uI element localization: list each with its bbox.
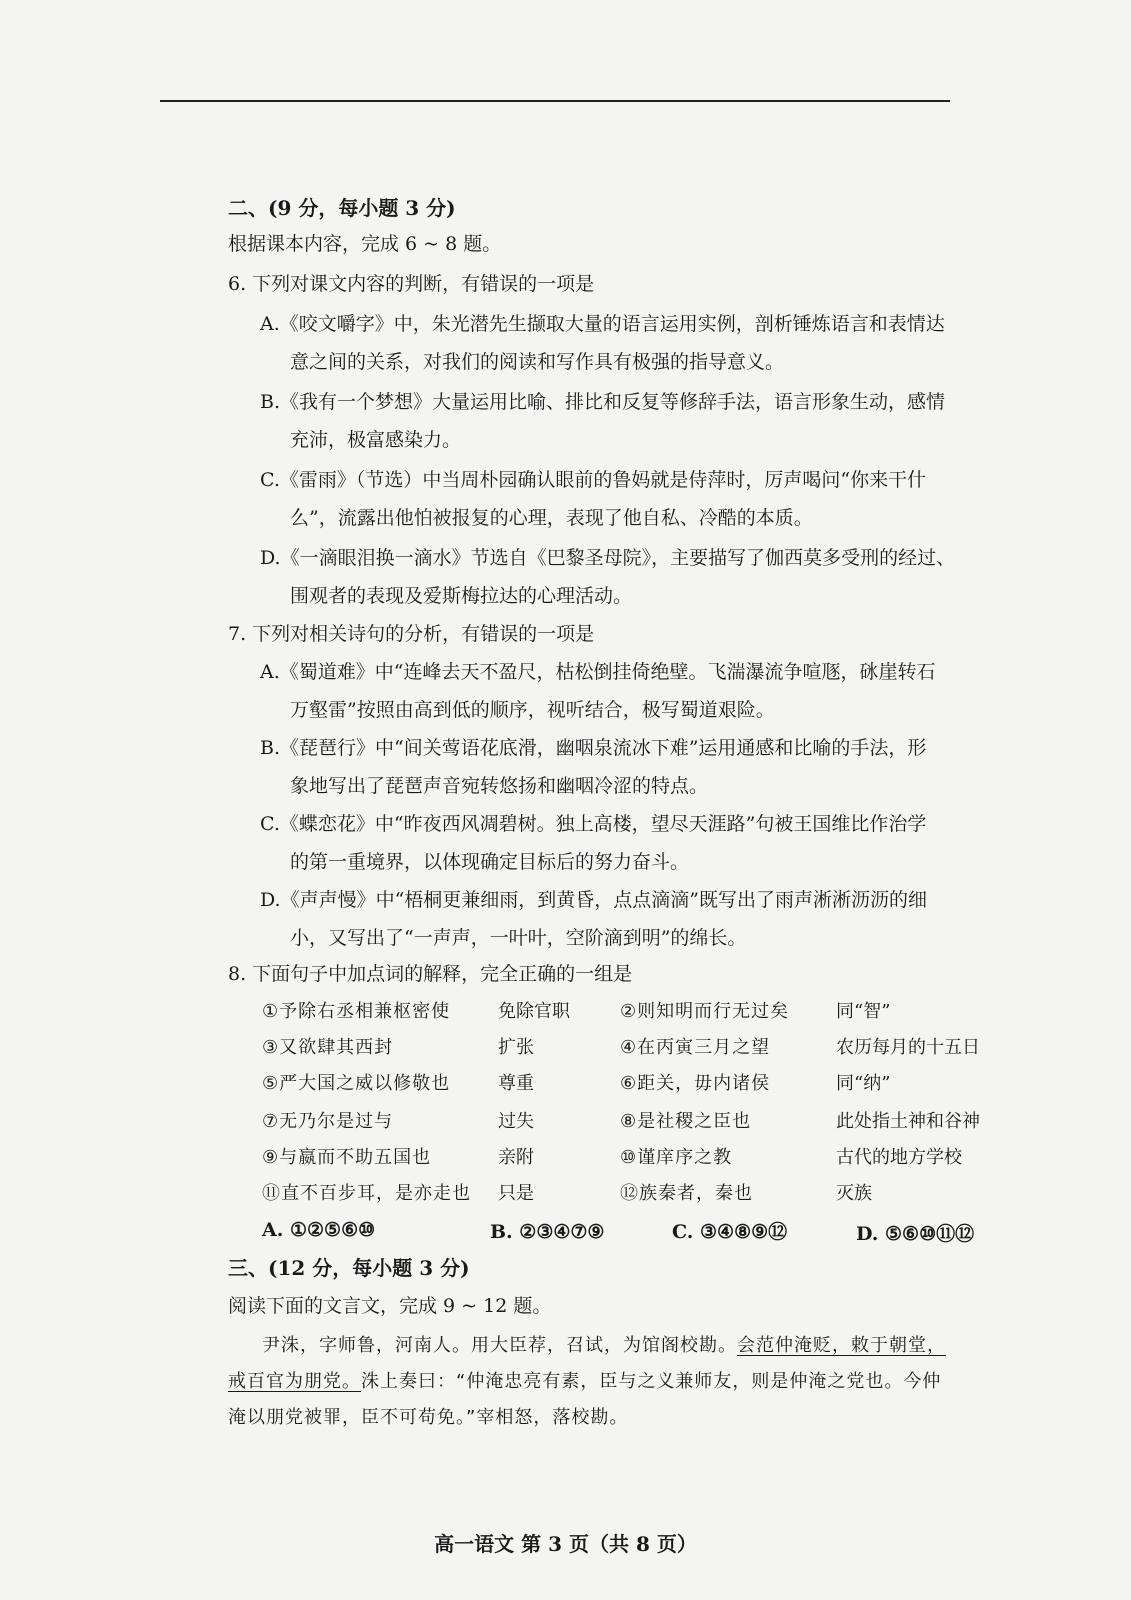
q6-option-a: A.《咬文嚼字》中，朱光潜先生撷取大量的语言运用实例，剖析锤炼语言和表情达 (260, 313, 945, 335)
q8-stem: 8. 下面句子中加点词的解释，完全正确的一组是 (228, 963, 633, 985)
q7-stem: 7. 下列对相关诗句的分析，有错误的一项是 (228, 623, 595, 645)
q7-option-b-cont: 象地写出了琵琶声音宛转悠扬和幽咽冷涩的特点。 (290, 775, 709, 797)
q8-explanation: 古代的地方学校 (836, 1147, 962, 1168)
passage-underlined-text: 会范仲淹贬，敕于朝堂， (737, 1335, 946, 1356)
q7-option-c-cont: 的第一重境界，以体现确定目标后的努力奋斗。 (290, 851, 690, 873)
q8-explanation: 免除官职 (498, 1001, 570, 1022)
q6-option-a-cont: 意之间的关系，对我们的阅读和写作具有极强的指导意义。 (290, 351, 785, 373)
q8-sentence: ⑩谨庠序之教 (620, 1147, 733, 1168)
passage-line-3: 淹以朋党被罪，臣不可苟免。”宰相怒，落校勘。 (228, 1407, 629, 1428)
q8-sentence: ⑨与嬴而不助五国也 (262, 1147, 432, 1168)
section2-intro: 根据课本内容，完成 6 ~ 8 题。 (228, 233, 502, 255)
q8-sentence: ④在丙寅三月之望 (620, 1037, 771, 1058)
q6-option-c-cont: 么”，流露出他怕被报复的心理，表现了他自私、冷酷的本质。 (290, 507, 813, 529)
q8-explanation: 尊重 (498, 1073, 534, 1094)
q8-choice-b: B. ②③④⑦⑨ (490, 1221, 605, 1243)
q8-explanation: 过失 (498, 1111, 534, 1132)
q8-explanation: 同“智” (836, 1001, 891, 1022)
passage-text: 尹洙，字师鲁，河南人。用大臣荐，召试，为馆阁校勘。 (262, 1335, 737, 1356)
q8-choice-a: A. ①②⑤⑥⑩ (262, 1219, 376, 1241)
q8-sentence: ⑫族秦者，秦也 (620, 1183, 753, 1204)
q6-stem: 6. 下列对课文内容的判断，有错误的一项是 (228, 273, 595, 295)
q8-explanation: 同“纳” (836, 1073, 891, 1094)
q8-sentence: ⑪直不百步耳，是亦走也 (262, 1183, 471, 1204)
section2-heading: 二、(9 分，每小题 3 分) (228, 196, 456, 220)
q8-explanation: 此处指土神和谷神 (836, 1111, 980, 1132)
passage-text: 洙上奏曰：“仲淹忠亮有素，臣与之义兼师友，则是仲淹之党也。今仲 (361, 1371, 942, 1392)
q8-explanation: 灭族 (836, 1183, 872, 1204)
q7-option-d: D.《声声慢》中“梧桐更兼细雨，到黄昏，点点滴滴”既写出了雨声淅淅沥沥的细 (260, 889, 928, 911)
q6-option-b: B.《我有一个梦想》大量运用比喻、排比和反复等修辞手法，语言形象生动，感情 (260, 391, 946, 413)
q8-explanation: 农历每月的十五日 (836, 1037, 980, 1058)
q8-sentence: ②则知明而行无过矣 (620, 1001, 790, 1022)
section3-intro: 阅读下面的文言文，完成 9 ~ 12 题。 (228, 1295, 552, 1317)
passage-line-1 (262, 1334, 946, 1358)
q7-option-a-cont: 万壑雷”按照由高到低的顺序，视听结合，极写蜀道艰险。 (290, 699, 775, 721)
q8-explanation: 扩张 (498, 1037, 534, 1058)
q8-sentence: ⑥距关，毋内诸侯 (620, 1073, 771, 1094)
q8-explanation: 只是 (498, 1183, 534, 1204)
page-footer: 高一语文 第 3 页（共 8 页） (434, 1532, 697, 1556)
q6-option-c: C.《雷雨》（节选）中当周朴园确认眼前的鲁妈就是侍萍时，厉声喝问“你来干什 (260, 469, 927, 491)
q8-sentence: ③又欲肆其西封 (262, 1037, 394, 1058)
q8-sentence: ⑦无乃尔是过与 (262, 1111, 394, 1132)
section3-heading: 三、(12 分，每小题 3 分) (228, 1256, 470, 1280)
q7-option-c: C.《蝶恋花》中“昨夜西风凋碧树。独上高楼，望尽天涯路”句被王国维比作治学 (260, 813, 927, 835)
q6-option-d: D.《一滴眼泪换一滴水》节选自《巴黎圣母院》，主要描写了伽西莫多受刑的经过、 (260, 547, 956, 569)
q6-option-b-cont: 充沛，极富感染力。 (290, 429, 462, 451)
passage-line-2 (228, 1370, 941, 1394)
q7-option-a: A.《蜀道难》中“连峰去天不盈尺，枯松倒挂倚绝壁。飞湍瀑流争喧豗，砯崖转石 (260, 661, 936, 683)
q8-choice-c: C. ③④⑧⑨⑫ (672, 1221, 788, 1243)
q8-sentence: ①予除右丞相兼枢密使 (262, 1001, 451, 1022)
q8-explanation: 亲附 (498, 1147, 534, 1168)
q8-sentence: ⑤严大国之威以修敬也 (262, 1073, 451, 1094)
q8-sentence: ⑧是社稷之臣也 (620, 1111, 752, 1132)
passage-underlined-text: 戒百官为朋党。 (228, 1371, 361, 1392)
q7-option-d-cont: 小，又写出了“一声声，一叶叶，空阶滴到明”的绵长。 (290, 927, 747, 949)
q6-option-d-cont: 围观者的表现及爱斯梅拉达的心理活动。 (290, 585, 633, 607)
q7-option-b: B.《琵琶行》中“间关莺语花底滑，幽咽泉流冰下难”运用通感和比喻的手法，形 (260, 737, 927, 759)
top-rule (160, 100, 950, 102)
q8-choice-d: D. ⑤⑥⑩⑪⑫ (856, 1223, 975, 1245)
